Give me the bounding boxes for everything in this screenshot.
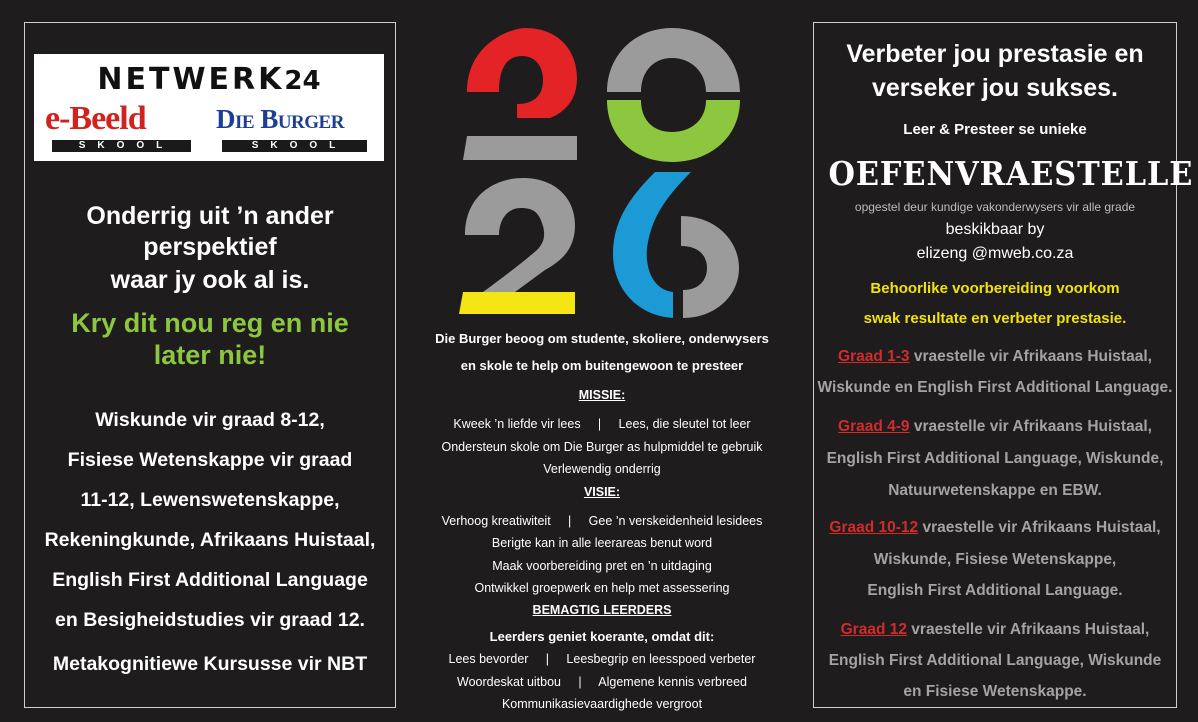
grade-line: Wiskunde, Fisiese Wetenskappe, bbox=[873, 551, 1117, 568]
left-headline-2: perspektief bbox=[143, 233, 277, 261]
bemagtig-line: Woordeskat uitbou | Algemene kennis verbreed bbox=[457, 675, 747, 689]
subject-line: 11-12, Lewenswetenskappe, bbox=[80, 489, 340, 511]
grade-line: Wiskunde en English First Additional Language. bbox=[817, 379, 1173, 396]
grade-line: Natuurwetenskappe en EBW. bbox=[888, 482, 1102, 499]
skool-bar-ebeeld: SKOOL bbox=[52, 140, 191, 152]
bemagtig-sub: Leerders geniet koerante, omdat dit: bbox=[489, 629, 715, 644]
grade-1-3-line: Graad 1-3 vraestelle vir Afrikaans Huistaal, bbox=[838, 348, 1152, 365]
digit-2-lower bbox=[459, 178, 575, 314]
grade-line: English First Additional Language, Wiskunde bbox=[828, 652, 1162, 669]
right-small-text: opgestel deur kundige vakonderwysers vir alle grade bbox=[854, 200, 1136, 214]
missie-line: Ondersteun skole om Die Burger as hulpmiddel te gebruik bbox=[441, 440, 763, 454]
right-sub: Leer & Presteer se unieke bbox=[903, 121, 1087, 138]
grade-line: English First Additional Language. bbox=[867, 582, 1123, 599]
intro-line: Die Burger beoog om studente, skoliere, onderwysers bbox=[435, 331, 769, 346]
left-green-2: later nie! bbox=[153, 340, 267, 370]
available-at: beskikbaar by bbox=[945, 221, 1045, 238]
missie-line: Verlewendig onderrig bbox=[543, 462, 661, 476]
grade-4-9-line: Graad 4-9 vraestelle vir Afrikaans Huistaal, bbox=[838, 418, 1152, 435]
left-panel bbox=[24, 22, 396, 708]
grade-10-12-line: Graad 10-12 vraestelle vir Afrikaans Huistaal, bbox=[829, 519, 1161, 536]
email-text: elizeng @mweb.co.za bbox=[916, 245, 1074, 262]
nbt-line: Metakognitiewe Kursusse vir NBT bbox=[52, 653, 368, 675]
left-green-1: Kry dit nou reg en nie bbox=[71, 308, 349, 338]
visie-line: Berigte kan in alle leerareas benut word bbox=[491, 536, 713, 550]
intro-line: en skole te help om buitengewoon te presteer bbox=[460, 358, 744, 373]
bemagtig-line: Lees bevorder | Leesbegrip en leesspoed verbeter bbox=[448, 652, 756, 666]
right-headline-1: Verbeter jou prestasie en bbox=[846, 40, 1144, 68]
subject-line: Wiskunde vir graad 8-12, bbox=[95, 409, 325, 431]
left-headline-3: waar jy ook al is. bbox=[110, 266, 310, 294]
visie-line: Ontwikkel groepwerk en help met assessering bbox=[474, 581, 730, 595]
left-headline-1: Onderrig uit ’n ander bbox=[86, 202, 334, 230]
digit-2-top-red bbox=[467, 28, 577, 118]
missie-line: Kweek ’n liefde vir lees | Lees, die sleutel tot leer bbox=[453, 417, 751, 431]
dieburger-logo: Die Burger bbox=[216, 104, 344, 134]
newspaper-logos bbox=[34, 54, 384, 161]
yellow-line-1: Behoorlike voorbereiding voorkom bbox=[870, 280, 1120, 297]
visie-line: Maak voorbereiding pret en ’n uitdaging bbox=[492, 559, 712, 573]
grade-12-line: Graad 12 vraestelle vir Afrikaans Huistaal, bbox=[840, 621, 1150, 638]
digit-2-bottom-grey bbox=[463, 136, 577, 160]
skool-bar-burger: SKOOL bbox=[222, 140, 367, 152]
right-panel bbox=[813, 22, 1194, 708]
digit-0 bbox=[607, 28, 740, 162]
missie-heading: MISSIE: bbox=[578, 388, 626, 402]
netwerk24-logo: NETWERK24 bbox=[97, 62, 321, 97]
subject-line: en Besigheidstudies vir graad 12. bbox=[55, 609, 365, 631]
subject-line: Fisiese Wetenskappe vir graad bbox=[67, 449, 353, 471]
ebeeld-logo: e-Beeld bbox=[45, 100, 146, 137]
visie-line: Verhoog kreatiwiteit | Gee ’n verskeidenheid lesidees bbox=[441, 514, 763, 528]
right-headline-2: verseker jou sukses. bbox=[872, 74, 1118, 102]
year-2026-graphic bbox=[455, 20, 755, 320]
subject-line: Rekeningkunde, Afrikaans Huistaal, bbox=[44, 529, 376, 551]
grade-line: en Fisiese Wetenskappe. bbox=[903, 683, 1087, 700]
bemagtig-heading: BEMAGTIG LEERDERS bbox=[532, 603, 672, 617]
grade-line: English First Additional Language, Wiskunde, bbox=[826, 450, 1164, 467]
subject-line: English First Additional Language bbox=[52, 569, 368, 591]
digit-6 bbox=[613, 172, 739, 318]
yellow-line-2: swak resultate en verbeter prestasie. bbox=[863, 310, 1127, 327]
bemagtig-line: Kommunikasievaardighede vergroot bbox=[501, 697, 703, 711]
visie-heading: VISIE: bbox=[583, 485, 621, 499]
oefenvraestelle-title: OEFENVRAESTELLE bbox=[828, 154, 1194, 193]
